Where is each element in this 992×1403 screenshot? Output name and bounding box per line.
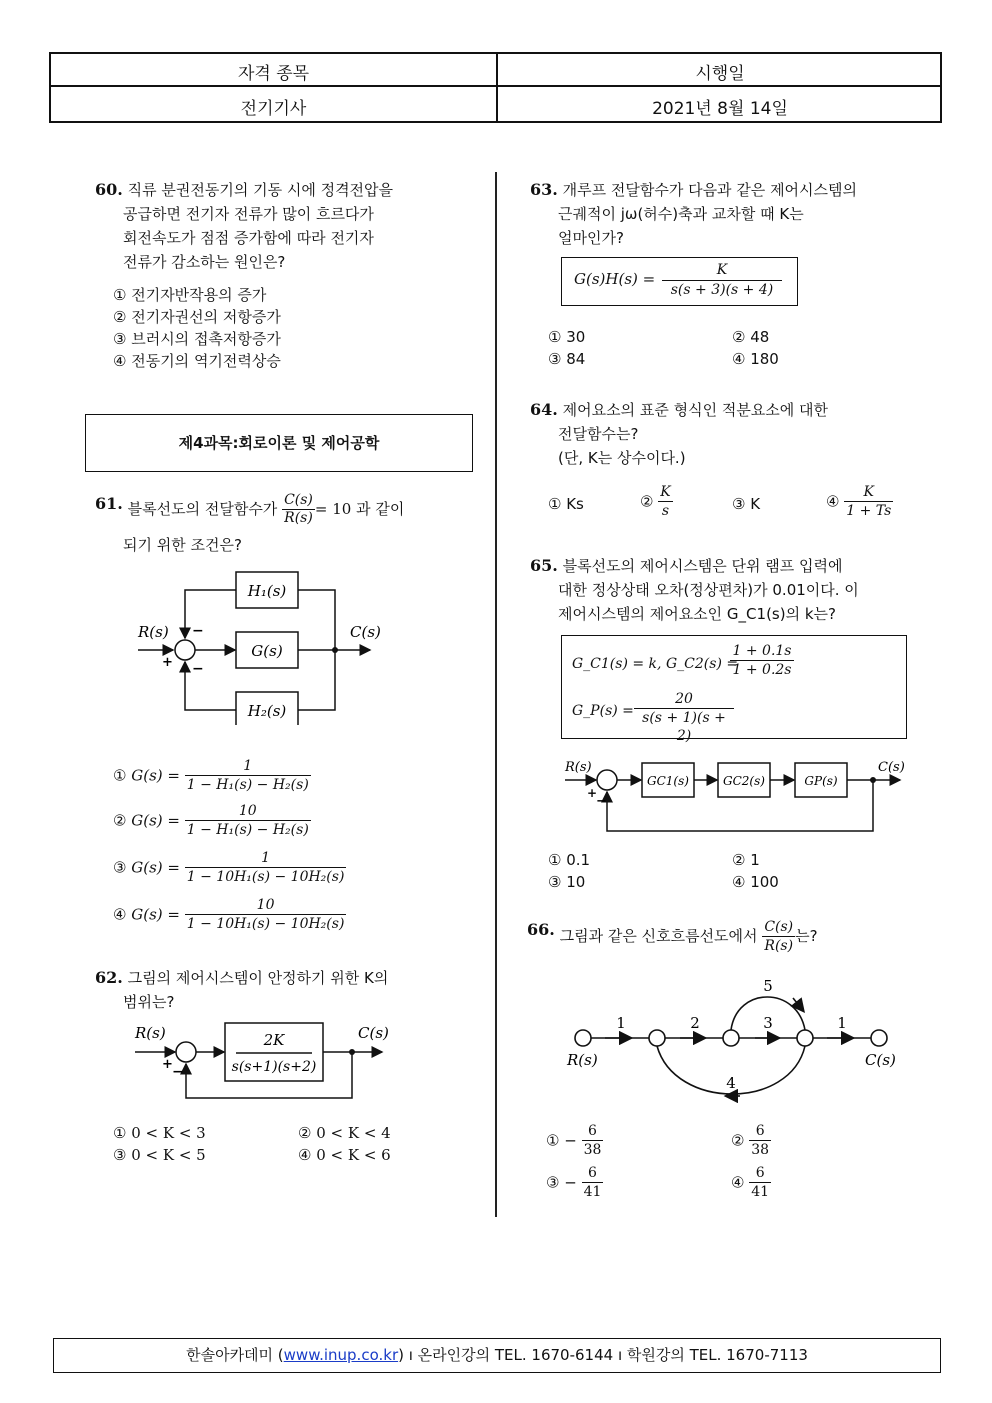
q64-o2-frac	[658, 483, 672, 520]
q61-option-2[interactable]	[113, 802, 311, 839]
q66-gain-3: 3	[763, 1014, 773, 1032]
q63-number: 63.	[530, 180, 558, 199]
q60-line2: 공급하면 전기자 전류가 많이 흐르다가	[123, 205, 374, 223]
q65-diag-r: R(s)	[565, 760, 592, 775]
q63-line3: 얼마인가?	[558, 229, 624, 247]
q61-o1-frac	[185, 757, 311, 794]
q61-option-4[interactable]	[113, 896, 346, 933]
q65-eq3-frac	[634, 690, 734, 745]
footer-link[interactable]: www.inup.co.kr	[283, 1346, 399, 1364]
q61-diag-h1: H₁(s)	[247, 582, 287, 600]
q61-o1-den: 1 − H₁(s) − H₂(s)	[186, 777, 309, 793]
q61-diag-plus: +	[162, 655, 173, 670]
q60-line3: 회전속도가 점점 증가함에 따라 전기자	[123, 229, 374, 247]
q63-option-3[interactable]: ③ 84	[548, 350, 586, 368]
q64-o2-mark: ②	[640, 492, 654, 511]
q62-option-1[interactable]: ① 0 < K < 3	[113, 1124, 206, 1142]
q66-gain-6: 4	[726, 1074, 736, 1092]
q66-gain-5: 5	[763, 977, 773, 995]
q61-line2: 되기 위한 조건은?	[123, 536, 242, 554]
q66-o1-den: 38	[583, 1142, 602, 1158]
q63-option-4[interactable]: ④ 180	[732, 350, 779, 368]
header-col1-value: 전기기사	[240, 99, 307, 119]
q66-frac-den: R(s)	[764, 938, 794, 954]
q65-option-2[interactable]: ② 1	[732, 851, 760, 869]
q65-eq2-den: 1 + 0.2s	[732, 662, 792, 678]
q60-text	[95, 178, 393, 274]
q65-eq3-den: s(s + 1)(s + 2)	[642, 710, 726, 744]
q60-option-1[interactable]: ① 전기자반작용의 증가	[113, 286, 267, 304]
q61-o3-den: 1 − 10H₁(s) − 10H₂(s)	[186, 869, 345, 885]
q66-o1-frac	[582, 1122, 604, 1159]
q65-block-diagram	[560, 755, 910, 837]
q61-o1-num: 1	[185, 757, 311, 776]
q66-o4-frac	[749, 1164, 771, 1201]
q62-option-4[interactable]: ④ 0 < K < 6	[298, 1146, 391, 1164]
footer-post: ) ı 온라인강의 TEL. 1670-6144 ı 학원강의 TEL. 1670-7113	[398, 1346, 808, 1364]
q65-formula-box	[561, 635, 907, 744]
q62-diag-num: 2K	[263, 1031, 285, 1049]
q61-o2-den: 1 − H₁(s) − H₂(s)	[186, 822, 309, 838]
q64-line2: 전달함수는?	[558, 425, 639, 443]
q64-o4-frac	[844, 483, 893, 520]
q66-o3-num: 6	[582, 1164, 604, 1183]
q61-fraction	[282, 492, 315, 527]
q66-o2-mark: ②	[731, 1131, 745, 1150]
q62-diag-c: C(s)	[358, 1024, 389, 1042]
q63-formula-box	[561, 257, 798, 306]
q60-option-2[interactable]: ② 전기자권선의 저항증가	[113, 308, 281, 326]
q62-option-2[interactable]: ② 0 < K < 4	[298, 1124, 391, 1142]
q61-o3-num: 1	[185, 849, 347, 868]
q61-diag-minus1: −	[192, 623, 204, 639]
q65-eq3: G_P(s) =	[572, 703, 634, 719]
q65-eq2-num: 1 + 0.1s	[730, 642, 794, 661]
q61-o2-lhs: G(s) =	[131, 811, 180, 830]
q63-line2: 근궤적이 jω(허수)축과 교차할 때 K는	[558, 205, 804, 223]
q62-diag-den: s(s+1)(s+2)	[231, 1059, 317, 1075]
q64-o2-num: K	[660, 484, 671, 500]
q61-diag-r: R(s)	[138, 623, 169, 641]
q66-o2-den: 38	[751, 1142, 770, 1158]
q61-o3-mark: ③	[113, 858, 127, 877]
header-col2-title: 시행일	[695, 64, 745, 84]
q61-text	[95, 492, 404, 563]
q60-number: 60.	[95, 180, 123, 199]
q66-o2-num: 6	[749, 1122, 771, 1141]
q66-signal-flow-graph	[565, 970, 910, 1110]
q61-o1-mark: ①	[113, 766, 127, 785]
q62-option-3[interactable]: ③ 0 < K < 5	[113, 1146, 206, 1164]
q60-option-4[interactable]: ④ 전동기의 역기전력상승	[113, 352, 281, 370]
q65-option-1[interactable]: ① 0.1	[548, 851, 591, 869]
q60-line1: 직류 분권전동기의 기동 시에 정격전압을	[127, 181, 394, 199]
q65-eq2-frac	[730, 642, 794, 679]
q65-number: 65.	[530, 556, 558, 575]
q66-frac-num: C(s)	[764, 919, 794, 935]
q65-text	[530, 554, 859, 626]
section-title: 제4과목:회로이론 및 제어공학	[85, 414, 473, 472]
q63-line1: 개루프 전달함수가 다음과 같은 제어시스템의	[562, 181, 858, 199]
q61-o4-frac	[185, 896, 347, 933]
q64-line1: 제어요소의 표준 형식인 적분요소에 대한	[562, 401, 829, 419]
q66-gain-1: 1	[616, 1014, 626, 1032]
q66-o3-mark: ③ −	[546, 1173, 577, 1192]
q66-number: 66.	[527, 920, 555, 939]
footer-pre: 한솔아카데미 (	[186, 1346, 284, 1364]
q66-option-3[interactable]	[546, 1164, 603, 1201]
q66-o3-frac	[582, 1164, 604, 1201]
q66-fraction	[762, 918, 795, 955]
q65-eq1: G_C1(s) = k,	[572, 656, 662, 672]
q65-diag-minus: −	[596, 794, 607, 809]
q65-option-3[interactable]: ③ 10	[548, 873, 586, 891]
q64-option-2[interactable]	[640, 483, 673, 520]
q65-diag-c: C(s)	[878, 760, 905, 775]
q61-block-diagram	[130, 565, 390, 725]
q61-o2-num: 10	[185, 802, 311, 821]
q64-o2-den: s	[661, 503, 670, 519]
q62-diag-minus: −	[172, 1064, 184, 1080]
q64-line3: (단, K는 상수이다.)	[558, 449, 686, 467]
q61-option-1[interactable]	[113, 757, 311, 794]
q64-o4-mark: ④	[826, 492, 840, 511]
q65-line2: 대한 정상상태 오차(정상편차)가 0.01이다. 이	[558, 581, 859, 599]
header-col2-value: 2021년 8월 14일	[652, 99, 788, 119]
q61-pre: 블록선도의 전달함수가	[127, 500, 278, 518]
q66-post: 는?	[795, 927, 818, 945]
q61-o4-lhs: G(s) =	[131, 905, 180, 924]
q61-o2-mark: ②	[113, 811, 127, 830]
q64-option-4[interactable]	[826, 483, 893, 520]
q63-frac-num: K	[662, 261, 782, 281]
q65-diag-b3: GP(s)	[804, 774, 838, 788]
q61-frac-den: R(s)	[284, 510, 313, 526]
q63-text	[530, 178, 857, 250]
q63-fraction	[662, 261, 782, 300]
q62-diag-plus: +	[162, 1057, 173, 1072]
q60-line4: 전류가 감소하는 원인은?	[123, 253, 286, 271]
q61-diag-h2: H₂(s)	[247, 702, 287, 720]
q64-option-3[interactable]: ③ K	[732, 495, 761, 513]
q62-text	[95, 966, 388, 1014]
q61-diag-g: G(s)	[251, 642, 283, 660]
q61-o1-lhs: G(s) =	[131, 766, 180, 785]
q66-option-4[interactable]	[731, 1164, 771, 1201]
q61-o2-frac	[185, 802, 311, 839]
q61-diag-c: C(s)	[350, 623, 381, 641]
q61-eq: = 10	[314, 500, 352, 518]
q66-o1-num: 6	[582, 1122, 604, 1141]
q66-diag-r: R(s)	[567, 1051, 598, 1069]
q65-line3: 제어시스템의 제어요소인 G_C1(s)의 k는?	[558, 605, 836, 623]
header-divider	[496, 54, 498, 121]
q62-line2: 범위는?	[123, 993, 175, 1011]
q65-option-4[interactable]: ④ 100	[732, 873, 779, 891]
header-col1-title: 자격 종목	[237, 64, 310, 84]
q61-o4-mark: ④	[113, 905, 127, 924]
q64-text	[530, 398, 828, 470]
q61-o3-frac	[185, 849, 347, 886]
q65-eq3-num: 20	[634, 690, 734, 709]
q62-block-diagram	[130, 1018, 400, 1118]
q63-option-2[interactable]: ② 48	[732, 328, 770, 346]
q61-number: 61.	[95, 494, 123, 513]
header-table	[49, 52, 942, 123]
q61-o4-den: 1 − 10H₁(s) − 10H₂(s)	[186, 916, 345, 932]
q66-o4-mark: ④	[731, 1173, 745, 1192]
q60-option-3[interactable]: ③ 브러시의 접촉저항증가	[113, 330, 281, 348]
q63-frac-den: s(s + 3)(s + 4)	[670, 282, 774, 298]
q66-option-2[interactable]	[731, 1122, 771, 1159]
q64-o4-den: 1 + Ts	[846, 503, 892, 519]
q61-post: 과 같이	[356, 500, 405, 518]
q65-diag-b2: GC2(s)	[723, 774, 765, 788]
q65-diag-plus: +	[587, 786, 598, 800]
q66-gain-2: 2	[690, 1014, 700, 1032]
q62-diag-r: R(s)	[135, 1024, 166, 1042]
q63-lhs: G(s)H(s) =	[574, 270, 656, 288]
q66-o4-den: 41	[751, 1184, 770, 1200]
column-divider	[495, 172, 497, 1217]
q65-eq2: G_C2(s) =	[666, 656, 739, 672]
q64-option-1[interactable]: ① Ks	[548, 495, 584, 513]
q61-o4-num: 10	[185, 896, 347, 915]
q66-gain-4: 1	[837, 1014, 847, 1032]
q61-option-3[interactable]	[113, 849, 346, 886]
q62-number: 62.	[95, 968, 123, 987]
q66-o4-num: 6	[749, 1164, 771, 1183]
q66-option-1[interactable]	[546, 1122, 603, 1159]
q65-line1: 블록선도의 제어시스템은 단위 램프 입력에	[562, 557, 843, 575]
q66-text	[527, 918, 818, 955]
footer	[53, 1338, 941, 1373]
q63-option-1[interactable]: ① 30	[548, 328, 586, 346]
q61-diag-minus2: −	[192, 661, 204, 677]
q64-o4-num: K	[844, 483, 893, 502]
q66-diag-c: C(s)	[865, 1051, 896, 1069]
q62-line1: 그림의 제어시스템이 안정하기 위한 K의	[127, 969, 389, 987]
q61-frac-num: C(s)	[284, 492, 313, 508]
q66-o1-mark: ① −	[546, 1131, 577, 1150]
q61-o3-lhs: G(s) =	[131, 858, 180, 877]
q66-pre: 그림과 같은 신호흐름선도에서	[559, 927, 758, 945]
q65-diag-b1: GC1(s)	[647, 774, 689, 788]
q64-number: 64.	[530, 400, 558, 419]
q66-o3-den: 41	[583, 1184, 602, 1200]
q66-o2-frac	[749, 1122, 771, 1159]
